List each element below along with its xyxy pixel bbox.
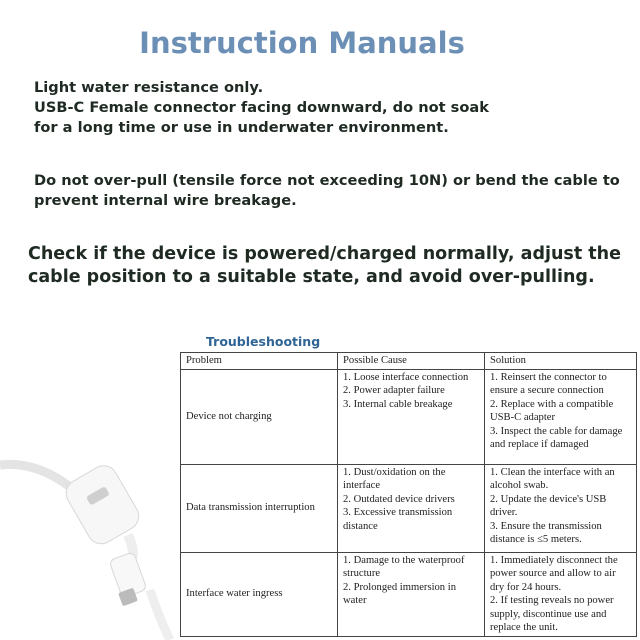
troubleshooting-table xyxy=(180,352,637,637)
problem-cell: Data transmission interruption xyxy=(181,464,338,552)
cause-item: 1. Damage to the waterproof structure xyxy=(343,554,465,579)
cause-cell xyxy=(338,552,485,636)
solution-item: 3. Inspect the cable for damage and replace if damaged xyxy=(490,425,623,450)
header-problem: Problem xyxy=(181,353,338,370)
table-row xyxy=(181,369,637,464)
table-row xyxy=(181,552,637,636)
cause-cell xyxy=(338,464,485,552)
usb-c-adapter-image xyxy=(0,440,180,640)
cause-item: 2. Power adapter failure xyxy=(343,385,445,396)
solution-cell xyxy=(485,464,637,552)
troubleshooting-heading: Troubleshooting xyxy=(206,334,321,349)
problem-cell: Device not charging xyxy=(181,369,338,464)
check-device-note: Check if the device is powered/charged normally, adjust the cable position to a suitable state, and avoid over-pulling. xyxy=(28,244,622,287)
cause-cell xyxy=(338,369,485,464)
cause-item: 2. Prolonged immersion in water xyxy=(343,581,456,606)
page-title: Instruction Manuals xyxy=(139,26,465,60)
solution-item: 1. Immediately disconnect the power source and allow to air dry for 24 hours. xyxy=(490,554,618,593)
pull-warning-note: Do not over-pull (tensile force not exceeding 10N) or bend the cable to prevent internal wire breakage. xyxy=(34,172,620,209)
cause-item: 1. Loose interface connection xyxy=(343,371,469,383)
table-header-row xyxy=(181,353,637,370)
table-row xyxy=(181,464,637,552)
solution-cell xyxy=(485,552,637,636)
cause-item: 2. Outdated device drivers xyxy=(343,493,455,505)
header-solution: Solution xyxy=(485,353,637,370)
solution-item: 2. Replace with a compatible USB-C adapter xyxy=(490,398,614,423)
problem-cell: Interface water ingress xyxy=(181,552,338,636)
cause-item: 3. Excessive transmission distance xyxy=(343,507,453,532)
solution-item: 2. If testing reveals no power supply, discontinue use and replace the unit. xyxy=(490,595,614,633)
solution-item: 1. Clean the interface with an alcohol swab. xyxy=(490,466,615,491)
solution-item: 2. Update the device's USB driver. xyxy=(490,493,607,518)
cause-item: 3. Internal cable breakage xyxy=(343,398,453,410)
solution-item: 3. Ensure the transmission distance is ≤5 meters. xyxy=(490,520,602,545)
water-resistance-note: Light water resistance only. USB-C Female connector facing downward, do not soak for a long time or use in underwater environment. xyxy=(34,79,489,136)
solution-item: 1. Reinsert the connector to ensure a secure connection xyxy=(490,371,607,396)
header-cause: Possible Cause xyxy=(338,353,485,370)
solution-cell xyxy=(485,369,637,464)
cause-item: 1. Dust/oxidation on the interface xyxy=(343,466,446,491)
